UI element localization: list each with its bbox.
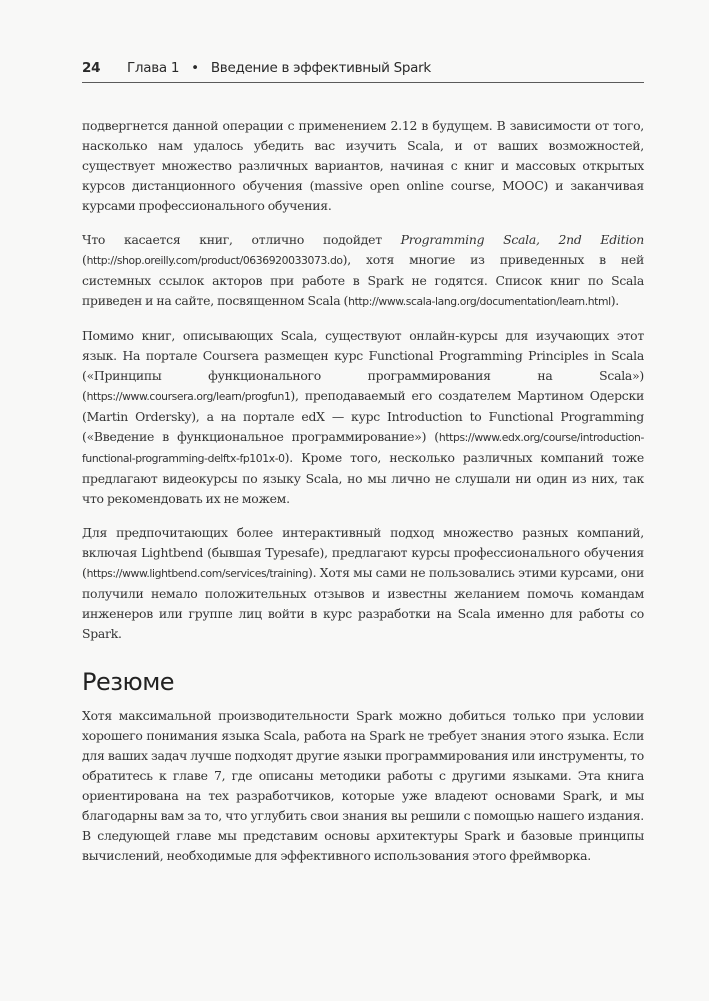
running-header [82, 60, 644, 83]
text-run: ). [610, 293, 619, 308]
page-body [82, 116, 644, 880]
book-title: Programming Scala, 2nd Edition [400, 232, 644, 247]
chapter-label: Глава 1 [127, 60, 180, 76]
text-run: Для предпочитающих более интерактивный подход множество разных компаний, включая Lightbend (бывшая Typesafe), предлагают курсы профессионального обучения ( [82, 525, 644, 580]
text-run: ), хотя многие из приведенных в ней системных ссылок акторов при работе в Spark не годятся. Список книг по Scala приведен и на сайте, посвященном Scala ( [82, 252, 644, 308]
link-oreilly[interactable]: http://shop.oreilly.com/product/0636920033073.do [86, 254, 343, 267]
paragraph-1: подвергнется данной операции с применением 2.12 в будущем. В зависимости от того, насколько нам удалось убедить вас изучить Scala, и от ваших возможностей, существует множество различных вариантов, начиная с книг и массовых открытых курсов дистанционного обучения (massive open online course, MOOC) и заканчивая курсами профессионального обучения. [82, 118, 644, 213]
page-number: 24 [82, 60, 101, 76]
chapter-title: Введение в эффективный Spark [210, 60, 431, 76]
text-run: ( [82, 252, 87, 267]
paragraph-3 [82, 326, 644, 509]
link-edx[interactable]: https://www.edx.org/course/introduction-functional-programming-delftx-fp101x-0 [82, 431, 644, 465]
text-run: ). Хотя мы сами не пользовались этими курсами, они получили немало положительных отзывов и известны желанием помочь командам инженеров или группе лиц войти в курс разработки на Scala именно для работы со Spark. [82, 565, 644, 641]
section-heading: Резюме [82, 668, 175, 696]
text-run: Помимо книг, описывающих Scala, существуют онлайн-курсы для изучающих этот язык. На портале Coursera размещен курс Functional Programming Principles in Scala («Принципы функционального программирования на Scala») ( [82, 328, 644, 403]
link-lightbend[interactable]: https://www.lightbend.com/services/training [86, 567, 309, 580]
text-run: ). Кроме того, несколько различных компаний тоже предлагают видеокурсы по языку Scala, но мы лично не слушали ни один из них, так что рекомендовать их не можем. [82, 450, 644, 506]
paragraph-4 [82, 523, 644, 644]
summary-paragraph: Хотя максимальной производительности Spark можно добиться только при условии хорошего понимания языка Scala, работа на Spark не требует знания этого языка. Если для ваших задач лучше подходят другие языки программирования или инструменты, то обратитесь к главе 7, где описаны методики работы с другими языками. Эта книга ориентирована на тех разработчиков, которые уже владеют основами Spark, и мы благодарны вам за то, что углубить свои знания вы решили с помощью нашего издания. В следующей главе мы представим основы архитектуры Spark и базовые принципы вычислений, необходимые для эффективного использования этого фреймворка. [82, 708, 644, 863]
text-run: ), преподаваемый его создателем Мартином Одерски (Martin Ordersky), а на портале edX — курс Introduction to Functional Programming («Введение в функциональное программирование») ( [82, 388, 644, 444]
header-separator: • [191, 60, 199, 76]
link-coursera[interactable]: https://www.coursera.org/learn/progfun1 [86, 390, 291, 403]
link-scala-lang[interactable]: http://www.scala-lang.org/documentation/learn.html [348, 295, 611, 308]
paragraph-2 [82, 230, 644, 312]
text-run: Что касается книг, отлично подойдет [82, 232, 401, 247]
